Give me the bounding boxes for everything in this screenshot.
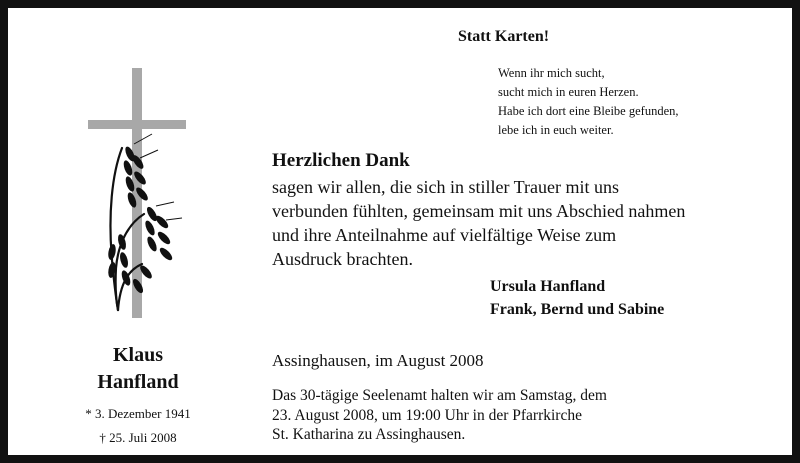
poem — [498, 64, 679, 140]
poem-line: lebe ich in euch weiter. — [498, 123, 614, 137]
thanks-title: Herzlichen Dank — [272, 150, 410, 171]
poem-line: Wenn ihr mich sucht, — [498, 66, 605, 80]
thanks-text — [272, 175, 685, 271]
poem-line: Habe ich dort eine Bleibe gefunden, — [498, 104, 679, 118]
thanks-line: Ausdruck brachten. — [272, 249, 413, 269]
death-date: † 25. Juli 2008 — [99, 430, 177, 445]
notice-line: St. Katharina zu Assinghausen. — [272, 426, 466, 443]
signer-name: Frank, Bernd und Sabine — [490, 301, 665, 318]
birth-date: * 3. Dezember 1941 — [85, 406, 191, 421]
thanks-line: verbunden fühlten, gemeinsam mit uns Abschied nahmen — [272, 201, 686, 221]
notice-line: 23. August 2008, um 19:00 Uhr in der Pfarrkirche — [272, 406, 582, 424]
deceased-first-name: Klaus — [112, 344, 164, 366]
deceased-last-name: Hanfland — [97, 371, 179, 393]
thanks-line: und ihre Anteilnahme auf vielfältige Weise zum — [272, 225, 617, 245]
thanks-line: sagen wir allen, die sich in stiller Trauer mit uns — [272, 177, 619, 197]
header-title: Statt Karten! — [458, 28, 550, 45]
notice-line: Das 30-tägige Seelenamt halten wir am Samstag, dem — [272, 387, 607, 404]
signers — [490, 275, 664, 321]
signer-name: Ursula Hanfland — [490, 278, 606, 295]
cross-with-wheat-icon — [82, 64, 194, 320]
place-date: Assinghausen, im August 2008 — [272, 351, 484, 370]
poem-line: sucht mich in euren Herzen. — [498, 85, 639, 99]
mass-notice — [272, 386, 607, 445]
